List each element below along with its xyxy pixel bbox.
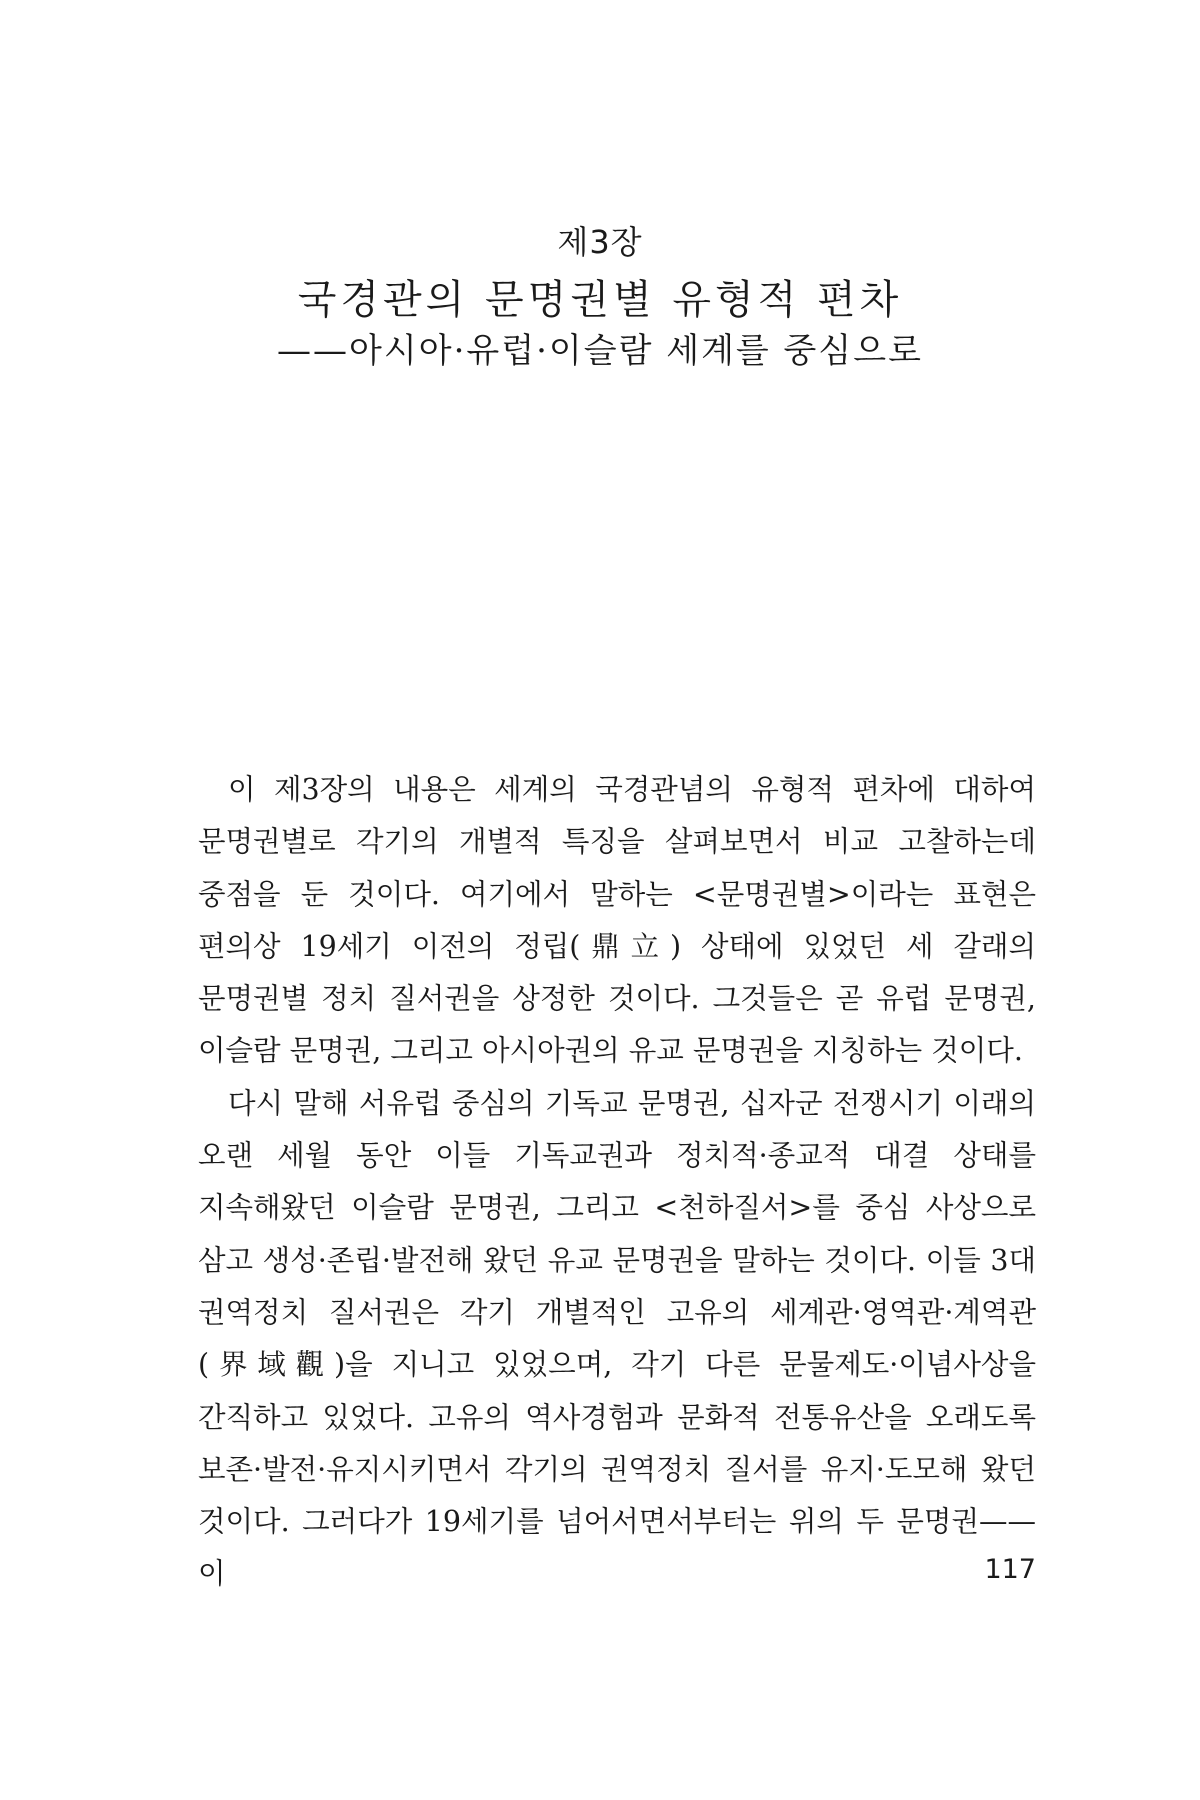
chapter-subtitle: ——아시아·유럽·이슬람 세계를 중심으로 bbox=[277, 331, 923, 371]
paragraph-1: 이 제3장의 내용은 세계의 국경관념의 유형적 편차에 대하여 문명권별로 각기의 개별적 특징을 살펴보면서 비교 고찰하는데 중점을 둔 것이다. 여기에서 말하는 <문명권별>이라는 표현은 편의상 19세기 이전의 정립(鼎立) 상태에 있었던 세 갈래의 문명권별 정치 질서권을 상정한 것이다. 그것들은 곧 유럽 문명권, 이슬람 문명권, 그리고 아시아권의 유교 문명권을 지칭하는 것이다. bbox=[198, 773, 1036, 1068]
paragraph-2: 다시 말해 서유럽 중심의 기독교 문명권, 십자군 전쟁시기 이래의 오랜 세월 동안 이들 기독교권과 정치적·종교적 대결 상태를 지속해왔던 이슬람 문명권, 그리고 <천하질서>를 중심 사상으로 삼고 생성·존립·발전해 왔던 유교 문명권을 말하는 것이다. 이들 3대 권역정치 질서권은 각기 개별적인 고유의 세계관·영역관·계역관(界域觀)을 지니고 있었으며, 각기 다른 문물제도·이념사상을 간직하고 있었다. 고유의 역사경험과 문화적 전통유산을 오래도록 보존·발전·유지시키면서 각기의 권역정치 질서를 유지·도모해 왔던 것이다. 그러다가 19세기를 넘어서면서부터는 위의 두 문명권——이 bbox=[198, 1086, 1036, 1591]
page-number: 117 bbox=[984, 1554, 1036, 1585]
chapter-label: 제3장 bbox=[557, 223, 643, 261]
chapter-title: 국경관의 문명권별 유형적 편차 bbox=[297, 277, 903, 323]
body-text bbox=[198, 764, 1036, 1601]
